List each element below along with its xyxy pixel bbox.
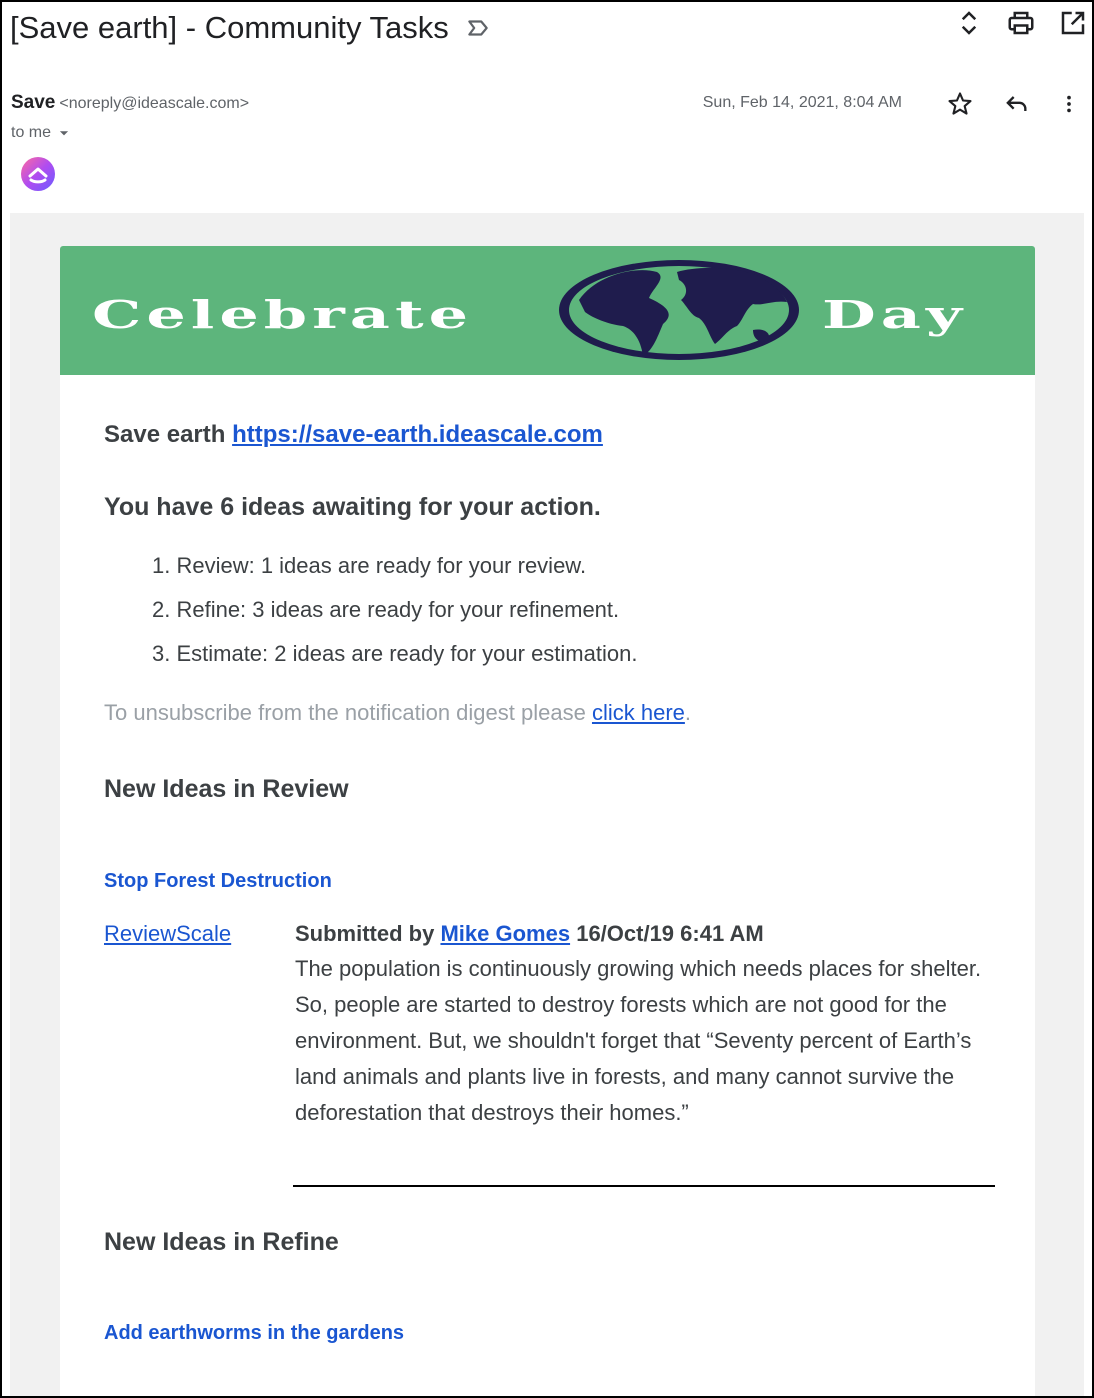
submitted-by-label: Submitted by [295,921,435,946]
important-icon[interactable] [465,15,491,41]
print-icon[interactable] [1006,8,1036,38]
unsubscribe-text: To unsubscribe from the notification digest please [104,700,586,725]
recipient-label: to me [11,124,52,141]
site-line [104,421,603,449]
banner-word-right: Day [822,291,967,338]
actions-list [152,544,637,676]
action-item-review: 1. Review: 1 ideas are ready for your review. [152,553,587,578]
app-logo-icon [20,156,56,192]
awaiting-heading: You have 6 ideas awaiting for your action. [104,493,601,521]
email-subject: [Save earth] - Community Tasks [10,10,449,45]
site-url-link[interactable]: https://save-earth.ideascale.com [232,421,603,448]
email-body [10,213,1084,1398]
unsubscribe-end: . [684,700,692,725]
banner-word-left: Celebrate [92,291,474,338]
more-vert-icon[interactable] [1058,90,1080,118]
idea-detail [295,921,995,1131]
submitted-line [295,921,995,947]
email-card [60,246,1035,1398]
recipient-toggle[interactable] [11,124,71,142]
star-icon[interactable] [946,90,974,118]
action-item-refine: 2. Refine: 3 ideas are ready for your refinement. [152,597,620,622]
unsubscribe-line [104,700,691,726]
unsubscribe-link[interactable]: click here [591,700,685,725]
banner [60,246,1035,375]
reviewscale-link[interactable]: ReviewScale [104,921,232,946]
idea-title-link[interactable]: Stop Forest Destruction [104,870,332,892]
section-review-heading: New Ideas in Review [104,775,349,803]
idea-title-link-2[interactable]: Add earthworms in the gardens [104,1322,405,1344]
subject-row [10,6,1084,50]
idea-description: The population is continuously growing which needs places for shelter. So, people are started to destroy forests which are not good for the environment. But, we shouldn't forget that “Seventy percent of Earth’s land animals and plants live in forests, and many cannot survive the deforestation that destroys their homes.” [295,956,982,1125]
sender-row [11,92,1080,120]
sender-name: Save [11,92,56,113]
action-item-estimate: 3. Estimate: 2 ideas are ready for your estimation. [152,641,638,666]
dropdown-arrow-icon [57,126,71,140]
message-actions [946,90,1080,118]
idea-date: 16/Oct/19 6:41 AM [576,921,764,946]
author-link[interactable]: Mike Gomes [440,921,571,946]
open-new-window-icon[interactable] [1058,8,1088,38]
reply-icon[interactable] [1002,90,1030,118]
expand-icon[interactable] [954,8,984,38]
divider [293,1185,995,1187]
toolbar-icons [954,8,1088,38]
globe-icon [557,258,801,362]
sender-email: <noreply@ideascale.com> [59,95,250,112]
email-date: Sun, Feb 14, 2021, 8:04 AM [702,94,902,111]
site-name: Save earth [104,421,226,448]
section-refine-heading: New Ideas in Refine [104,1228,339,1256]
